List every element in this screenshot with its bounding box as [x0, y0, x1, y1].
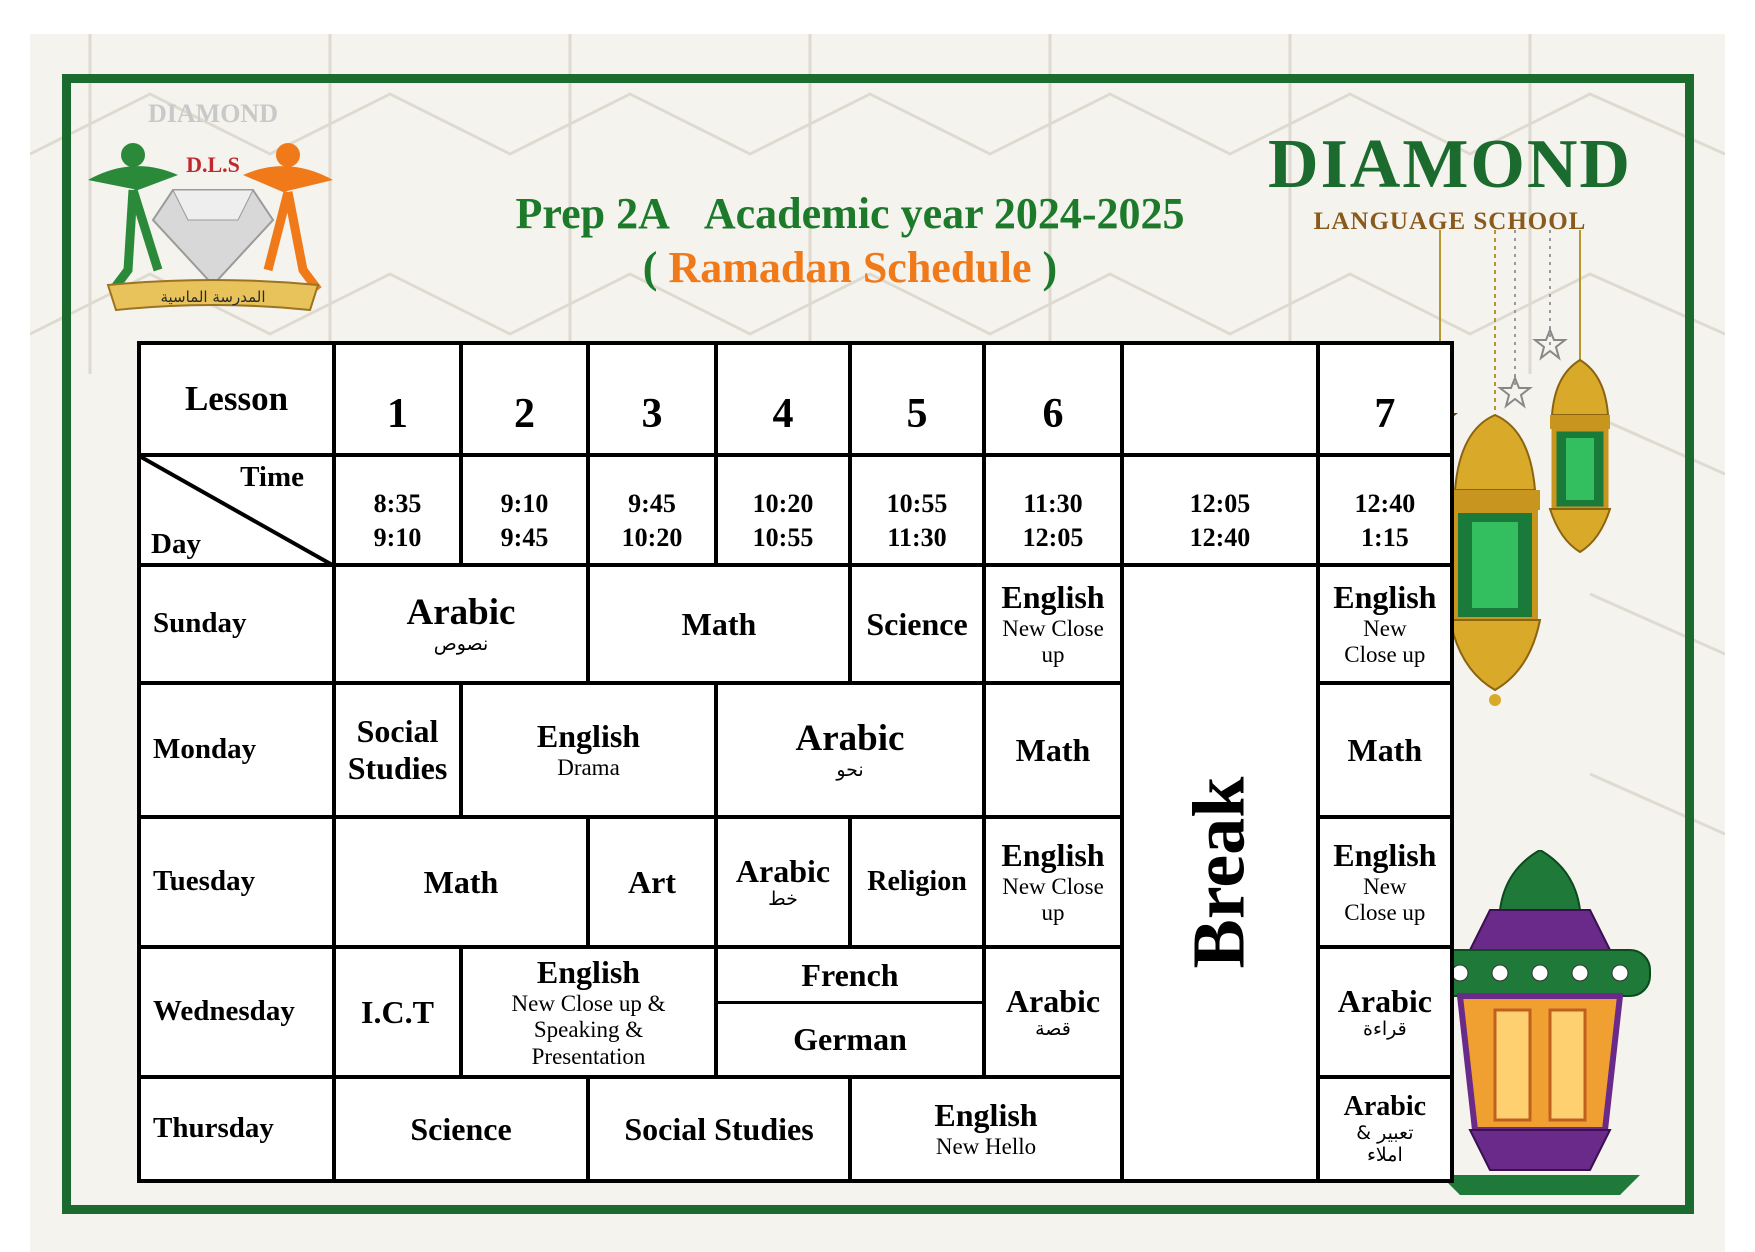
subject-cell [1318, 817, 1452, 947]
subject-name: Arabic [406, 591, 516, 633]
subject-note: New Close [1002, 873, 1104, 899]
time-start: 10:20 [752, 489, 814, 519]
time-end: 10:20 [621, 523, 683, 552]
ramadan-lantern-illustration [1420, 850, 1660, 1200]
schedule-table [137, 341, 1454, 1183]
lesson-number: 3 [588, 343, 716, 455]
lesson-number: 2 [461, 343, 588, 455]
brand-name: DIAMOND [1268, 126, 1632, 203]
time-slot [850, 455, 984, 565]
subject-name: English [536, 718, 641, 755]
subject-note: New [1363, 873, 1407, 899]
subject-cell [1318, 947, 1452, 1077]
subject-note: New Hello [935, 1134, 1037, 1160]
subject-note: Close up [1344, 900, 1426, 926]
logo-ribbon-text: المدرسة الماسية [160, 288, 266, 306]
subject-note: New Close [1002, 615, 1104, 641]
subject-note: up [1041, 900, 1065, 926]
subject-cell: Math [984, 683, 1122, 817]
subject-name: Arabic [1337, 982, 1432, 1019]
day-row-sunday [139, 565, 1452, 683]
time-end: 12:40 [1189, 523, 1251, 552]
day-name: Sunday [139, 565, 334, 683]
time-end: 9:10 [373, 523, 422, 552]
gold-lantern-icon [1450, 415, 1540, 706]
subject-cell [334, 683, 461, 817]
time-start: 10:55 [886, 489, 948, 519]
subject-note: up [1041, 642, 1065, 668]
subject-cell [984, 817, 1122, 947]
time-slot [716, 455, 850, 565]
academic-year: Academic year 2024-2025 [703, 189, 1185, 238]
subject-name: English [536, 953, 641, 990]
day-name: Wednesday [139, 947, 334, 1077]
subject-cell: Science [334, 1077, 588, 1181]
subject-name: French [718, 949, 982, 1004]
subject-note: & تعبير [1356, 1122, 1414, 1145]
subject-name: Studies [347, 750, 448, 786]
subject-note: Drama [557, 755, 620, 781]
time-slot [334, 455, 461, 565]
subject-name: Arabic [1005, 982, 1101, 1019]
subject-cell [1318, 565, 1452, 683]
subject-cell [984, 947, 1122, 1077]
time-start: 8:35 [373, 489, 422, 519]
day-name: Thursday [139, 1077, 334, 1181]
brand-subtitle: LANGUAGE SCHOOL [1313, 208, 1587, 235]
subject-cell [850, 1077, 1122, 1181]
subject-cell [716, 683, 984, 817]
time-end: 12:05 [1022, 523, 1084, 552]
schedule-name: Ramadan Schedule [668, 243, 1032, 292]
time-header-row [139, 455, 1452, 565]
language-split-cell [716, 947, 984, 1077]
ramadan-lantern-icon [1430, 850, 1650, 1195]
time-start: 12:40 [1354, 489, 1416, 519]
open-paren: ( [642, 243, 658, 292]
time-start: 9:10 [500, 489, 549, 519]
subject-cell [1318, 1077, 1452, 1181]
lesson-number [1122, 343, 1318, 455]
time-slot [984, 455, 1122, 565]
subject-note: New Close up & [511, 990, 666, 1016]
subject-note: Close up [1344, 642, 1426, 668]
subject-name: English [934, 1097, 1038, 1134]
time-slot [588, 455, 716, 565]
time-label: Time [240, 461, 304, 493]
time-start: 9:45 [628, 489, 676, 519]
subject-name: English [1333, 579, 1437, 616]
subject-cell: Science [850, 565, 984, 683]
day-label: Day [151, 527, 201, 560]
subject-note: قراءة [1363, 1018, 1407, 1041]
subject-cell [716, 817, 850, 947]
time-slot [461, 455, 588, 565]
subject-note: New [1363, 615, 1407, 641]
subject-cell [984, 565, 1122, 683]
day-name: Monday [139, 683, 334, 817]
subject-cell [461, 947, 716, 1077]
lesson-number: 5 [850, 343, 984, 455]
subject-note: نصوص [433, 633, 489, 656]
time-start: 11:30 [1023, 489, 1083, 519]
lesson-number: 6 [984, 343, 1122, 455]
subject-note: خط [768, 888, 798, 911]
time-end: 1:15 [1361, 523, 1409, 552]
lesson-header-row [139, 343, 1452, 455]
time-end: 11:30 [887, 523, 947, 552]
subject-note: قصة [1035, 1018, 1071, 1041]
break-label: Break [1178, 777, 1261, 969]
time-end: 10:55 [752, 523, 814, 552]
subject-cell [334, 565, 588, 683]
subject-note: Presentation [531, 1043, 646, 1069]
subject-note: Speaking & [533, 1017, 644, 1043]
subject-name: Arabic [735, 852, 831, 889]
subject-name: English [1001, 837, 1105, 874]
gold-lantern-icon [1550, 360, 1610, 552]
break-cell [1122, 565, 1318, 1181]
school-brand [1240, 126, 1660, 236]
subject-cell: Art [588, 817, 716, 947]
time-slot [1318, 455, 1452, 565]
time-slot [1122, 455, 1318, 565]
time-start: 12:05 [1189, 489, 1251, 519]
day-name: Tuesday [139, 817, 334, 947]
class-name: Prep 2A [515, 189, 670, 238]
subject-cell: Math [588, 565, 850, 683]
subject-cell: Math [1318, 683, 1452, 817]
lesson-number: 7 [1318, 343, 1452, 455]
schedule-subtitle [400, 242, 1300, 293]
school-logo [78, 100, 348, 330]
logo-watermark-text: DIAMOND [148, 100, 278, 128]
subject-cell: Social Studies [588, 1077, 850, 1181]
subject-name: English [1001, 579, 1105, 616]
time-end: 9:45 [500, 523, 549, 552]
lesson-number: 4 [716, 343, 850, 455]
logo-dls-text: D.L.S [186, 152, 240, 177]
subject-name: German [793, 1021, 907, 1058]
subject-name: Arabic [1343, 1091, 1427, 1123]
lesson-label: Lesson [139, 343, 334, 455]
subject-name: Social [356, 713, 439, 750]
schedule-title [400, 188, 1300, 239]
subject-name: English [1333, 837, 1437, 874]
lesson-number: 1 [334, 343, 461, 455]
subject-name: Arabic [795, 717, 905, 759]
close-paren: ) [1042, 243, 1058, 292]
subject-note: نحو [836, 759, 864, 782]
time-day-corner-cell [139, 455, 334, 565]
subject-note: املاء [1367, 1144, 1403, 1167]
subject-cell: I.C.T [334, 947, 461, 1077]
subject-cell: Math [334, 817, 588, 947]
subject-cell: Religion [850, 817, 984, 947]
subject-cell [461, 683, 716, 817]
